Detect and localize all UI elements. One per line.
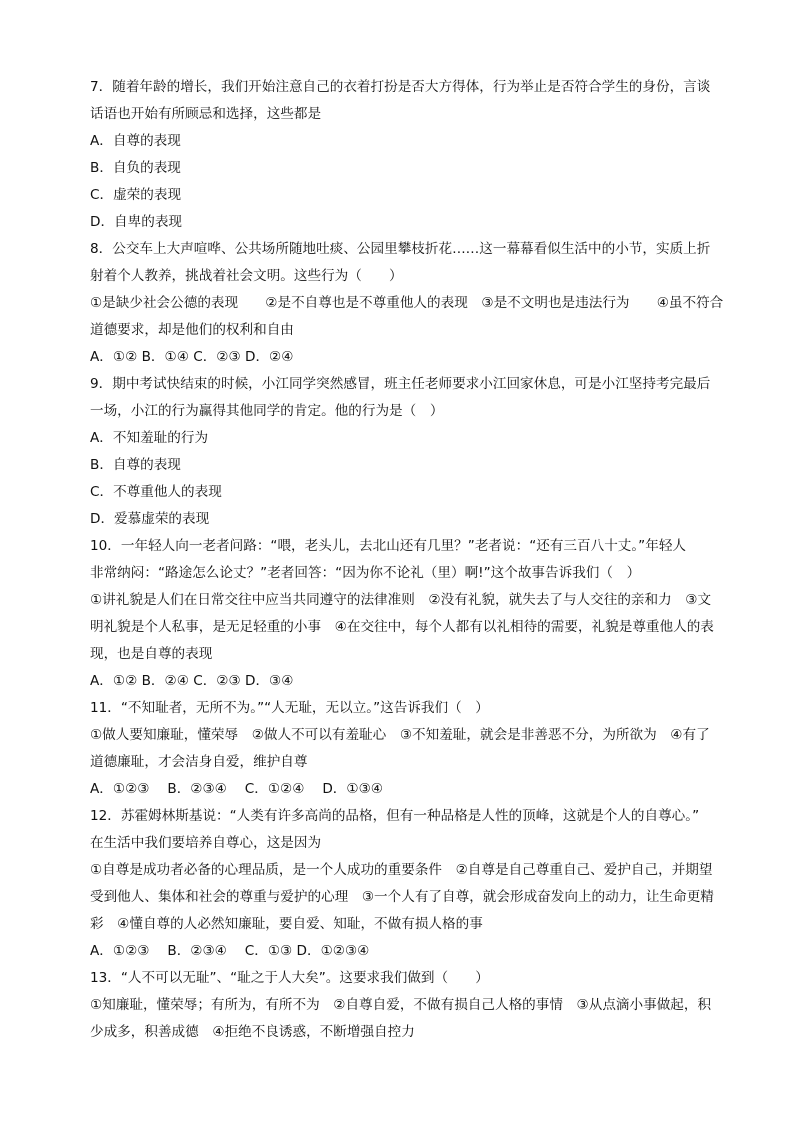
text-line: 道德廉耻，才会洁身自爱，维护自尊 <box>90 754 308 770</box>
text-line: ①知廉耻，懂荣辱；有所为，有所不为 ②自尊自爱，不做有损自己人格的事情 ③从点滴小事做起，积 <box>90 997 712 1013</box>
text-line: 7．随着年龄的增长，我们开始注意自己的衣着打扮是否大方得体，行为举止是否符合学生的身份，言谈 <box>90 79 711 95</box>
text-line: C．虚荣的表现 <box>90 187 182 203</box>
text-line: A．①② B．①④ C．②③ D．②④ <box>90 349 294 365</box>
text-line: 10．一年轻人向一老者问路：“喂，老头儿，去北山还有几里？”老者说：“还有三百八十丈。”年轻人 <box>90 538 687 554</box>
text-line: A．①② B．②④ C．②③ D．③④ <box>90 673 294 689</box>
text-line: 现，也是自尊的表现 <box>90 646 213 662</box>
text-line: 8．公交车上大声喧哗、公共场所随地吐痰、公园里攀枝折花……这一幕幕看似生活中的小节，实质上折 <box>90 241 711 257</box>
text-line: 在生活中我们要培养自尊心，这是因为 <box>90 835 322 851</box>
text-line: ①自尊是成功者必备的心理品质，是一个人成功的重要条件 ②自尊是自己尊重自己、爱护自己，并期望 <box>90 862 713 878</box>
text-line: ①做人要知廉耻，懂荣辱 ②做人不可以有羞耻心 ③不知羞耻，就会是非善恶不分，为所欲为 ④有了 <box>90 727 710 743</box>
text-line: 一场，小江的行为赢得其他同学的肯定。他的行为是（ ） <box>90 403 444 419</box>
text-line: A．不知羞耻的行为 <box>90 430 209 446</box>
text-line: A．①②③ B．②③④ C．①②④ D．①③④ <box>90 781 383 797</box>
text-line: B．自尊的表现 <box>90 457 181 473</box>
text-line: 明礼貌是个人私事，是无足轻重的小事 ④在交往中，每个人都有以礼相待的需要，礼貌是尊重他人的表 <box>90 619 714 635</box>
document-page <box>90 74 738 1046</box>
text-line: 受到他人、集体和社会的尊重与爱护的心理 ③一个人有了自尊，就会形成奋发向上的动力，让生命更精 <box>90 889 714 905</box>
text-line: 话语也开始有所顾忌和选择，这些都是 <box>90 106 322 122</box>
text-line: 13．“人不可以无耻”、“耻之于人大矣”。这要求我们做到（ ） <box>90 970 489 986</box>
text-line: ①是缺少社会公德的表现 ②是不自尊也是不尊重他人的表现 ③是不文明也是违法行为 ④虽不符合 <box>90 295 724 311</box>
text-line: 彩 ④懂自尊的人必然知廉耻，要自爱、知耻，不做有损人格的事 <box>90 916 483 932</box>
text-line: 非常纳闷：“路途怎么论丈？”老者回答：“因为你不论礼（里）啊!”这个故事告诉我们（ ） <box>90 565 641 581</box>
text-line: B．自负的表现 <box>90 160 181 176</box>
text-line: ①讲礼貌是人们在日常交往中应当共同遵守的法律准则 ②没有礼貌，就失去了与人交往的亲和力 ③文 <box>90 592 712 608</box>
text-line: 11．“不知耻者，无所不为。”“人无耻，无以立。”这告诉我们（ ） <box>90 700 489 716</box>
text-line: A．①②③ B．②③④ C．①③ D．①②③④ <box>90 943 370 959</box>
text-line: C．不尊重他人的表现 <box>90 484 222 500</box>
text-line: 射着个人教养，挑战着社会文明。这些行为（ ） <box>90 268 403 284</box>
text-line: D．爱慕虚荣的表现 <box>90 511 210 527</box>
text-line: A．自尊的表现 <box>90 133 181 149</box>
text-line: 少成多，积善成德 ④拒绝不良诱惑，不断增强自控力 <box>90 1024 415 1040</box>
text-line: 道德要求，却是他们的权利和自由 <box>90 322 294 338</box>
text-line: D．自卑的表现 <box>90 214 183 230</box>
text-line: 9．期中考试快结束的时候，小江同学突然感冒，班主任老师要求小江回家休息，可是小江坚持考完最后 <box>90 376 711 392</box>
text-line: 12．苏霍姆林斯基说：“人类有许多高尚的品格，但有一种品格是人性的顶峰，这就是个人的自尊心。” <box>90 808 700 824</box>
